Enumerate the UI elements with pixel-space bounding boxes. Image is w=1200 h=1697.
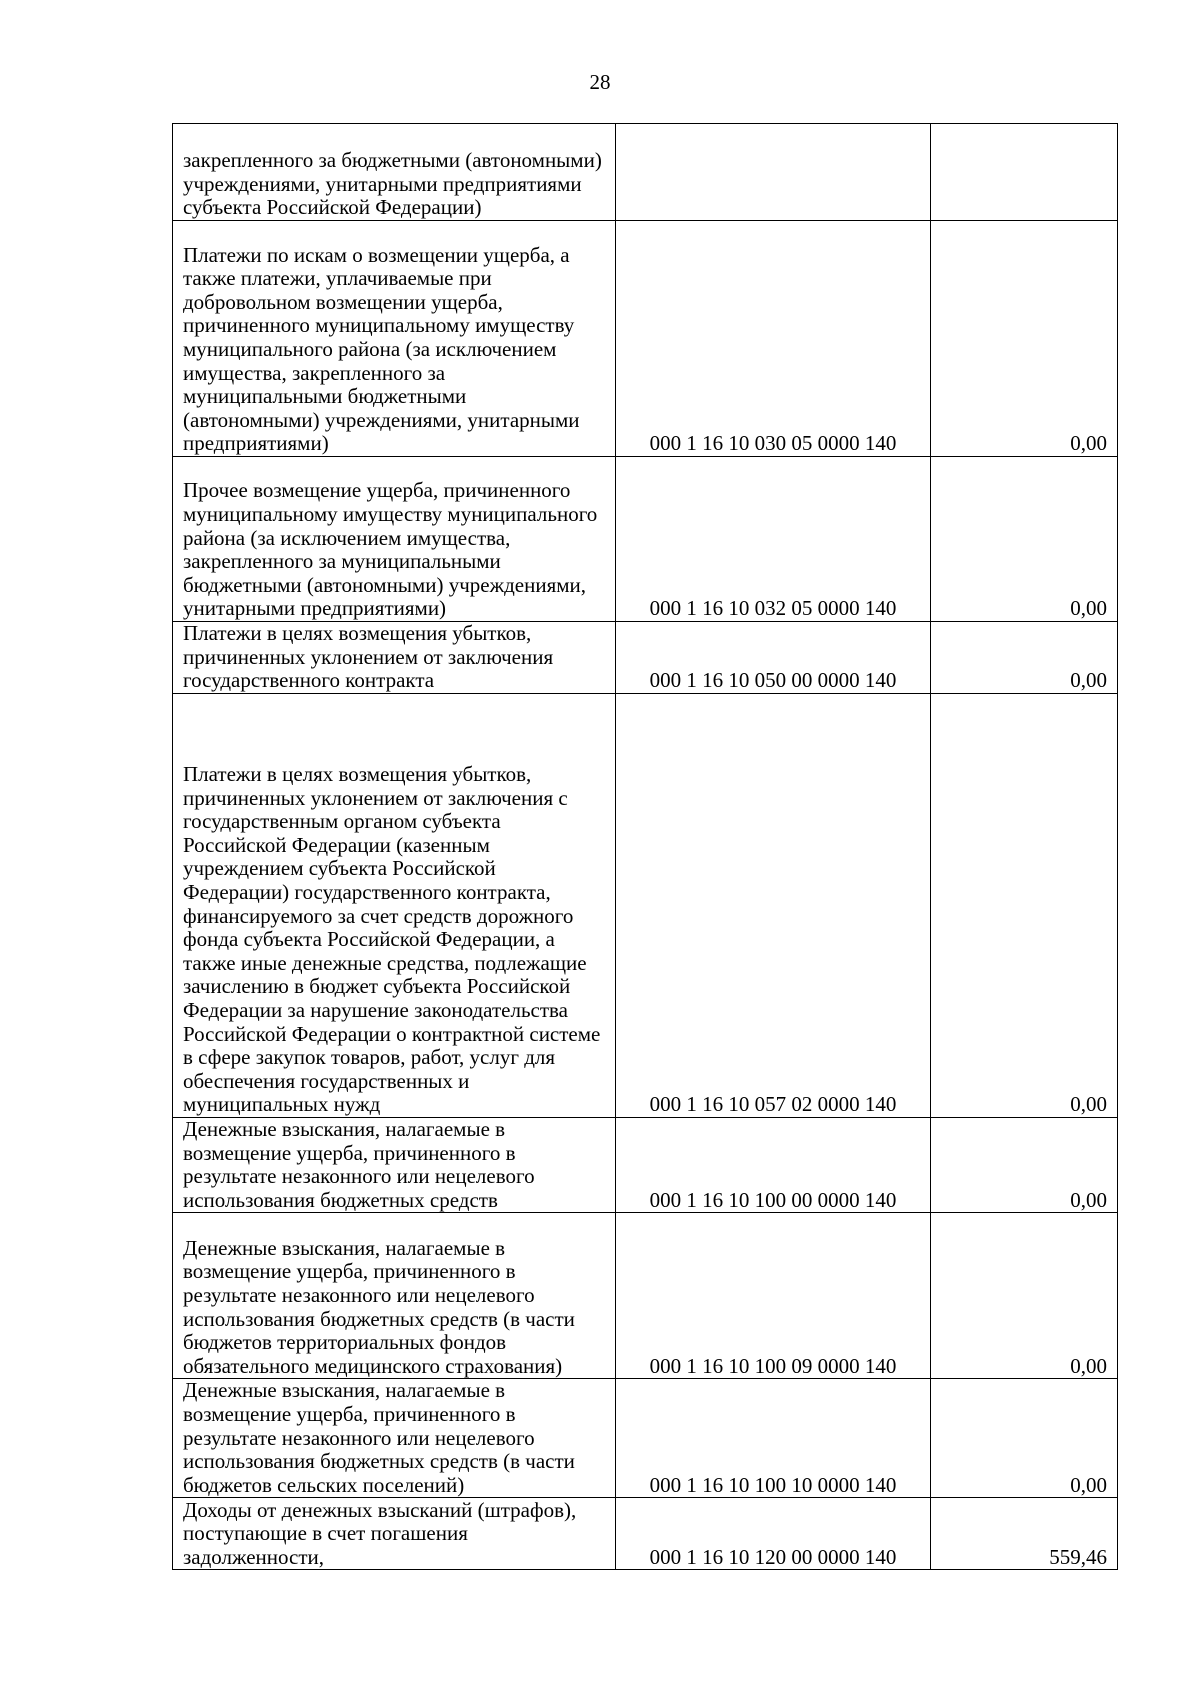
budget-code-cell <box>616 457 931 622</box>
revenue-name: Денежные взыскания, налагаемые в возмещение ущерба, причиненного в результате незаконного или нецелевого использования бюджетных средств (в части бюджетов сельских поселений) <box>183 1378 575 1497</box>
revenue-name: Денежные взыскания, налагаемые в возмещение ущерба, причиненного в результате незаконного или нецелевого использования бюджетных средств <box>183 1117 535 1212</box>
revenue-name-cell <box>173 1498 616 1570</box>
budget-code: 000 1 16 10 120 00 0000 140 <box>649 1544 897 1569</box>
revenue-name-cell <box>173 622 616 694</box>
amount: 0,00 <box>1070 1353 1107 1378</box>
revenue-name-cell <box>173 124 616 221</box>
amount-cell <box>931 124 1118 221</box>
amount: 0,00 <box>1070 668 1107 693</box>
budget-code-cell <box>616 124 931 221</box>
table-row <box>173 1213 1118 1379</box>
budget-code: 000 1 16 10 100 00 0000 140 <box>649 1187 897 1212</box>
amount-cell <box>931 1213 1118 1379</box>
budget-code-cell <box>616 221 931 457</box>
amount-cell <box>931 221 1118 457</box>
table-row <box>173 1498 1118 1570</box>
budget-code-cell <box>616 1498 931 1570</box>
revenue-name-cell <box>173 694 616 1118</box>
revenue-name: Платежи по искам о возмещении ущерба, а также платежи, уплачиваемые при добровольном возмещении ущерба, причиненного муниципальному имуществу муниципального района (за исключением имущества, закрепленного за муниципальными бюджетными (автономными) учреждениями, унитарными предприятиями) <box>183 242 580 456</box>
revenue-name-cell <box>173 1118 616 1213</box>
amount: 559,46 <box>1049 1544 1107 1569</box>
budget-code: 000 1 16 10 032 05 0000 140 <box>649 596 897 621</box>
amount-cell <box>931 694 1118 1118</box>
amount: 0,00 <box>1070 1187 1107 1212</box>
table-row <box>173 694 1118 1118</box>
revenue-name: Платежи в целях возмещения убытков, причиненных уклонением от заключения государственного контракта <box>183 621 554 693</box>
revenue-name: Прочее возмещение ущерба, причиненного муниципальному имуществу муниципального района (за исключением имущества, закрепленного за муниципальными бюджетными (автономными) учреждениями, унитарными предприятиями) <box>183 478 598 621</box>
amount-cell <box>931 622 1118 694</box>
revenue-name-cell <box>173 221 616 457</box>
budget-code: 000 1 16 10 030 05 0000 140 <box>649 431 897 456</box>
budget-code-cell <box>616 1213 931 1379</box>
budget-code-cell <box>616 694 931 1118</box>
budget-code-cell <box>616 1118 931 1213</box>
table-row <box>173 124 1118 221</box>
table-row <box>173 622 1118 694</box>
amount: 0,00 <box>1070 1472 1107 1497</box>
amount-cell <box>931 1379 1118 1498</box>
amount: 0,00 <box>1070 596 1107 621</box>
amount-cell <box>931 1118 1118 1213</box>
budget-code-cell <box>616 1379 931 1498</box>
budget-code: 000 1 16 10 100 10 0000 140 <box>649 1472 897 1497</box>
revenue-name-cell <box>173 457 616 622</box>
table-row <box>173 1118 1118 1213</box>
amount-cell <box>931 457 1118 622</box>
revenue-name: закрепленного за бюджетными (автономными) учреждениями, унитарными предприятиями субъекта Российской Федерации) <box>183 148 602 220</box>
revenue-name: Денежные взыскания, налагаемые в возмещение ущерба, причиненного в результате незаконного или нецелевого использования бюджетных средств (в части бюджетов территориальных фондов обязательного медицинского страхования) <box>183 1235 575 1378</box>
table-row <box>173 221 1118 457</box>
budget-code: 000 1 16 10 057 02 0000 140 <box>649 1092 897 1117</box>
table-row <box>173 457 1118 622</box>
revenue-name: Доходы от денежных взысканий (штрафов), поступающие в счет погашения задолженности, <box>183 1497 577 1569</box>
page-number: 28 <box>589 70 611 94</box>
budget-code-cell <box>616 622 931 694</box>
table-row <box>173 1379 1118 1498</box>
revenue-table <box>172 123 1118 1570</box>
revenue-name-cell <box>173 1213 616 1379</box>
revenue-name-cell <box>173 1379 616 1498</box>
amount-cell <box>931 1498 1118 1570</box>
amount: 0,00 <box>1070 431 1107 456</box>
amount: 0,00 <box>1070 1092 1107 1117</box>
budget-code: 000 1 16 10 100 09 0000 140 <box>649 1353 897 1378</box>
revenue-name: Платежи в целях возмещения убытков, причиненных уклонением от заключения с государственным органом субъекта Российской Федерации (казенным учреждением субъекта Российской Федерации) государственного контракта, финансируемого за счет средств дорожного фонда субъекта Российской Федерации, а также иные денежные средства, подлежащие зачислению в бюджет субъекта Российской Федерации за нарушение законодательства Российской Федерации о контрактной системе в сфере закупок товаров, работ, услуг для обеспечения государственных и муниципальных нужд <box>183 762 601 1117</box>
budget-code: 000 1 16 10 050 00 0000 140 <box>649 668 897 693</box>
